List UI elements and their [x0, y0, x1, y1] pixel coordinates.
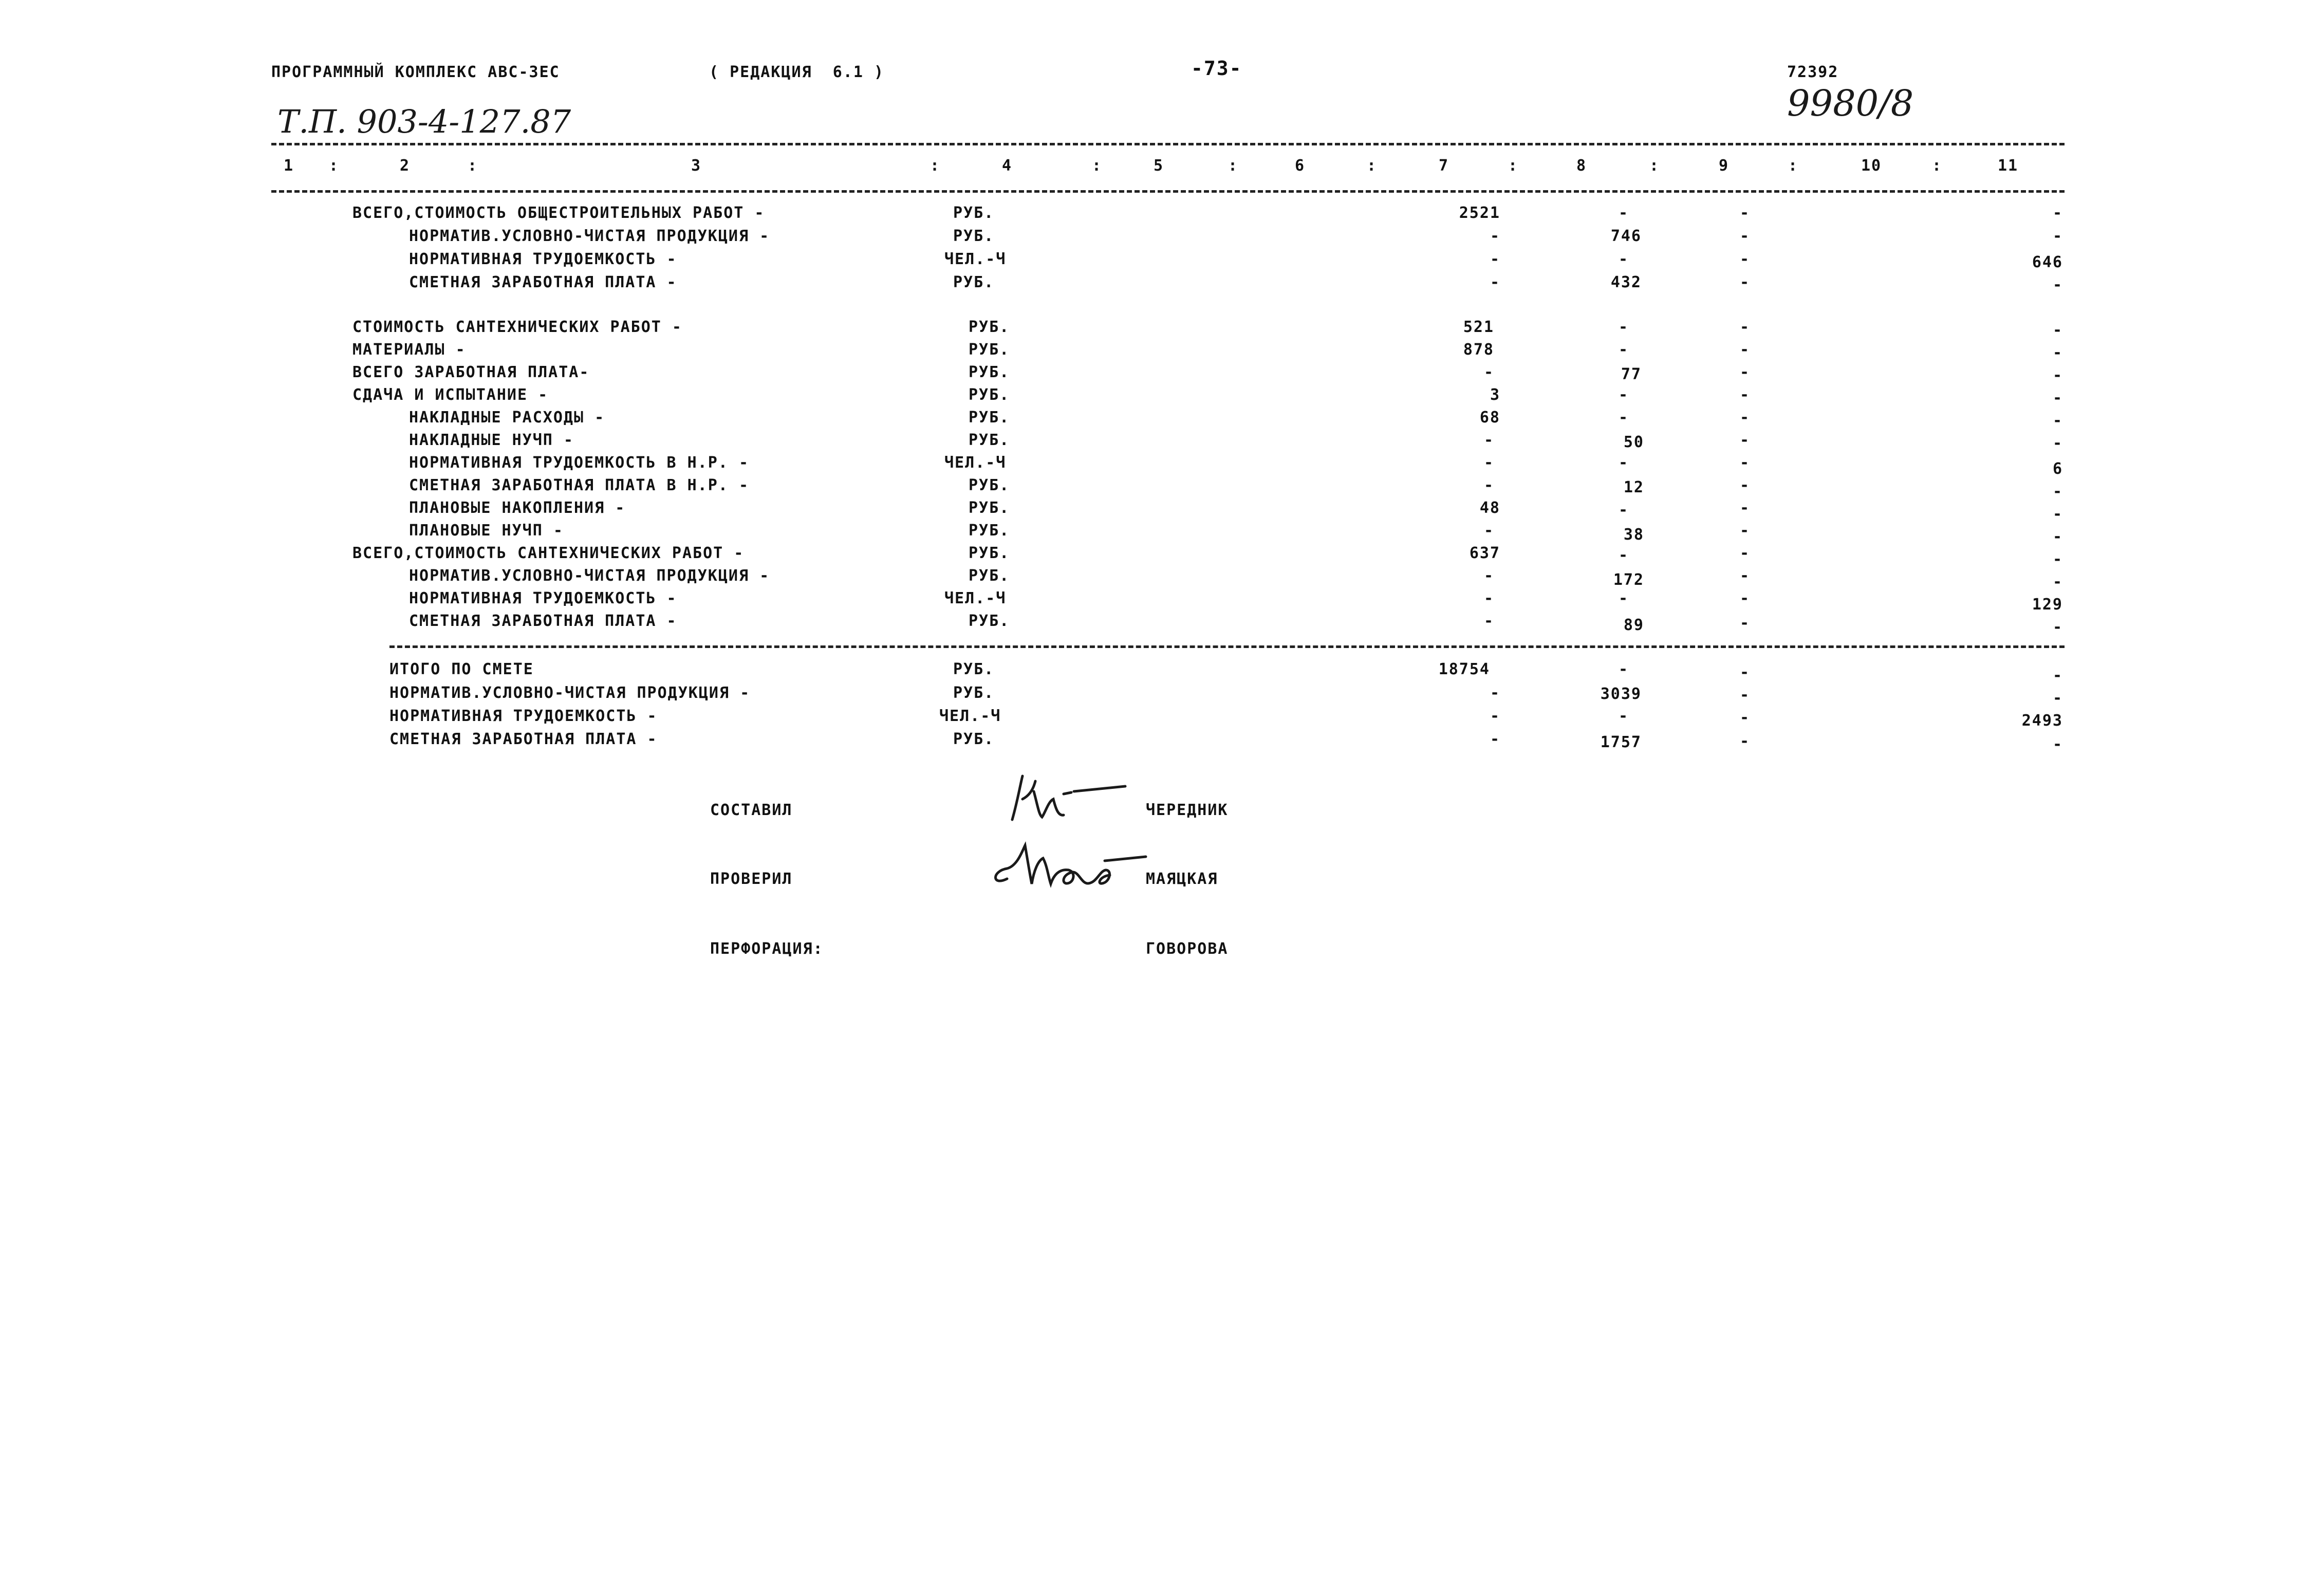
row-label: СМЕТНАЯ ЗАРАБОТНАЯ ПЛАТА - — [409, 612, 677, 630]
cell-col7: - — [1490, 684, 1500, 702]
cell-col7: - — [1483, 589, 1494, 607]
cell-col7: 68 — [1479, 409, 1500, 427]
row-label: СТОИМОСТЬ САНТЕХНИЧЕСКИХ РАБОТ - — [352, 318, 682, 336]
cell-col8: 50 — [1623, 433, 1644, 451]
cell-col9: - — [1740, 732, 1751, 750]
cell-col7: - — [1490, 730, 1500, 748]
cell-col7: 48 — [1479, 499, 1500, 517]
compiled-by-name: ЧЕРЕДНИК — [1146, 801, 1229, 819]
cell-col11: - — [2052, 528, 2063, 546]
row-label: СМЕТНАЯ ЗАРАБОТНАЯ ПЛАТА В Н.Р. - — [409, 476, 750, 494]
cell-col9: - — [1740, 544, 1751, 562]
cell-col11: - — [2052, 412, 2063, 430]
cell-col7: - — [1490, 273, 1500, 291]
cell-col7: - — [1483, 522, 1494, 540]
col-separator: : — [930, 157, 941, 175]
row-unit: РУБ. — [969, 386, 1010, 404]
cell-col7: 18754 — [1438, 660, 1490, 678]
col-header-1: 1 — [284, 157, 294, 175]
col-header-8: 8 — [1576, 157, 1587, 175]
cell-col9: - — [1740, 204, 1751, 222]
row-unit: РУБ. — [953, 204, 995, 222]
cell-col8: 77 — [1621, 365, 1642, 383]
col-header-10: 10 — [1861, 157, 1882, 175]
cell-col8: 38 — [1623, 526, 1644, 544]
row-unit: РУБ. — [969, 544, 1010, 562]
row-label: НОРМАТИВНАЯ ТРУДОЕМКОСТЬ - — [409, 589, 677, 607]
cell-col8: 89 — [1623, 616, 1644, 634]
row-label: НОРМАТИВНАЯ ТРУДОЕМКОСТЬ - — [409, 250, 677, 268]
cell-col7: - — [1483, 431, 1494, 449]
cell-col11: - — [2052, 550, 2063, 568]
cell-col9: - — [1740, 273, 1751, 291]
cell-col8: - — [1618, 660, 1629, 678]
cell-col9: - — [1740, 341, 1751, 359]
checked-by-signature — [987, 840, 1156, 897]
row-unit: РУБ. — [969, 567, 1010, 585]
cell-col9: - — [1740, 409, 1751, 427]
cell-col9: - — [1740, 476, 1751, 494]
cell-col8: - — [1618, 250, 1629, 268]
cell-col9: - — [1740, 386, 1751, 404]
cell-col11: - — [2052, 434, 2063, 452]
cell-col8: - — [1618, 707, 1629, 725]
cell-col8: - — [1618, 341, 1629, 359]
row-unit: РУБ. — [969, 431, 1010, 449]
row-unit: РУБ. — [969, 363, 1010, 381]
cell-col11: - — [2052, 227, 2063, 245]
row-unit: РУБ. — [953, 684, 995, 702]
cell-col11: - — [2052, 573, 2063, 591]
col-separator: : — [1228, 157, 1239, 175]
col-header-4: 4 — [1002, 157, 1013, 175]
cell-col7: - — [1483, 476, 1494, 494]
col-header-6: 6 — [1295, 157, 1306, 175]
cell-col7: 521 — [1463, 318, 1494, 336]
cell-col11: - — [2052, 204, 2063, 222]
cell-col11: - — [2052, 366, 2063, 384]
row-label: НАКЛАДНЫЕ РАСХОДЫ - — [409, 409, 605, 427]
cell-col8: 3039 — [1600, 685, 1642, 703]
cell-col11: - — [2052, 618, 2063, 636]
cell-col11: 129 — [2032, 596, 2063, 614]
col-header-9: 9 — [1719, 157, 1730, 175]
cell-col11: - — [2052, 344, 2063, 362]
col-separator: : — [1649, 157, 1660, 175]
row-label: СМЕТНАЯ ЗАРАБОТНАЯ ПЛАТА - — [409, 273, 677, 291]
row-unit: РУБ. — [969, 341, 1010, 359]
row-unit: РУБ. — [969, 318, 1010, 336]
cell-col7: - — [1490, 227, 1500, 245]
cell-col9: - — [1740, 567, 1751, 585]
cell-col9: - — [1740, 663, 1751, 681]
cell-col7: 637 — [1469, 544, 1500, 562]
cell-col8: 12 — [1623, 478, 1644, 496]
col-header-5: 5 — [1154, 157, 1164, 175]
cell-col7: 2521 — [1459, 204, 1500, 222]
cell-col7: - — [1483, 454, 1494, 472]
cell-col9: - — [1740, 363, 1751, 381]
cell-col7: - — [1483, 612, 1494, 630]
cell-col9: - — [1740, 499, 1751, 517]
header-rule-bottom — [271, 190, 2065, 193]
cell-col9: - — [1740, 431, 1751, 449]
cell-col11: - — [2052, 276, 2063, 294]
cell-col9: - — [1740, 250, 1751, 268]
col-separator: : — [1367, 157, 1378, 175]
row-label: СДАЧА И ИСПЫТАНИЕ - — [352, 386, 549, 404]
col-separator: : — [1788, 157, 1799, 175]
row-unit: ЧЕЛ.-Ч — [944, 250, 1007, 268]
row-unit: РУБ. — [953, 273, 995, 291]
cell-col9: - — [1740, 589, 1751, 607]
row-label: НАКЛАДНЫЕ НУЧП - — [409, 431, 574, 449]
checked-by-label: ПРОВЕРИЛ — [710, 870, 793, 888]
row-unit: РУБ. — [969, 476, 1010, 494]
cell-col8: - — [1618, 318, 1629, 336]
page-number: -73- — [1191, 57, 1242, 80]
col-separator: : — [468, 157, 478, 175]
compiled-by-signature — [1002, 771, 1136, 827]
col-header-2: 2 — [400, 157, 411, 175]
row-label: НОРМАТИВНАЯ ТРУДОЕМКОСТЬ - — [389, 707, 658, 725]
cell-col8: - — [1618, 204, 1629, 222]
row-unit: РУБ. — [969, 522, 1010, 540]
cell-col9: - — [1740, 614, 1751, 632]
cell-col11: - — [2052, 667, 2063, 685]
col-separator: : — [1092, 157, 1103, 175]
row-unit: ЧЕЛ.-Ч — [944, 454, 1007, 472]
col-header-3: 3 — [691, 157, 702, 175]
cell-col11: - — [2052, 483, 2063, 501]
total-rule — [389, 645, 2065, 648]
col-separator: : — [329, 157, 340, 175]
cell-col11: - — [2052, 389, 2063, 407]
cell-col11: 2493 — [2021, 712, 2063, 730]
row-label: ВСЕГО,СТОИМОСТЬ ОБЩЕСТРОИТЕЛЬНЫХ РАБОТ - — [352, 204, 765, 222]
row-label: ВСЕГО,СТОИМОСТЬ САНТЕХНИЧЕСКИХ РАБОТ - — [352, 544, 745, 562]
cell-col7: - — [1490, 250, 1500, 268]
row-unit: РУБ. — [953, 227, 995, 245]
row-unit: РУБ. — [969, 499, 1010, 517]
cell-col9: - — [1740, 522, 1751, 540]
cell-col11: - — [2052, 321, 2063, 339]
checked-by-name: МАЯЦКАЯ — [1146, 870, 1218, 888]
cell-col9: - — [1740, 227, 1751, 245]
header-rule-top — [271, 143, 2065, 145]
row-label: ИТОГО ПО СМЕТЕ — [389, 660, 534, 678]
cell-col8: - — [1618, 501, 1629, 519]
cell-col11: - — [2052, 689, 2063, 707]
col-header-11: 11 — [1998, 157, 2019, 175]
cell-col8: - — [1618, 454, 1629, 472]
cell-col11: - — [2052, 735, 2063, 753]
row-unit: РУБ. — [969, 612, 1010, 630]
row-unit: РУБ. — [953, 660, 995, 678]
row-unit: ЧЕЛ.-Ч — [939, 707, 1001, 725]
cell-col8: - — [1618, 546, 1629, 564]
cell-col9: - — [1740, 686, 1751, 704]
cell-col8: 1757 — [1600, 733, 1642, 751]
cell-col7: - — [1483, 567, 1494, 585]
cell-col8: - — [1618, 589, 1629, 607]
cell-col7: 878 — [1463, 341, 1494, 359]
perforation-label: ПЕРФОРАЦИЯ: — [710, 940, 824, 958]
col-header-7: 7 — [1439, 157, 1449, 175]
row-label: ВСЕГО ЗАРАБОТНАЯ ПЛАТА- — [352, 363, 590, 381]
row-label: НОРМАТИВНАЯ ТРУДОЕМКОСТЬ В Н.Р. - — [409, 454, 750, 472]
row-unit: ЧЕЛ.-Ч — [944, 589, 1007, 607]
row-label: МАТЕРИАЛЫ - — [352, 341, 466, 359]
cell-col8: - — [1618, 409, 1629, 427]
edition: ( РЕДАКЦИЯ 6.1 ) — [709, 63, 885, 81]
cell-col9: - — [1740, 454, 1751, 472]
row-label: НОРМАТИВ.УСЛОВНО-ЧИСТАЯ ПРОДУКЦИЯ - — [409, 567, 770, 585]
cell-col7: 3 — [1490, 386, 1500, 404]
program-name: ПРОГРАММНЫЙ КОМПЛЕКС АВС-3ЕС — [271, 63, 560, 81]
cell-col8: 172 — [1613, 571, 1644, 589]
cell-col11: - — [2052, 505, 2063, 523]
row-label: ПЛАНОВЫЕ НУЧП - — [409, 522, 564, 540]
cell-col7: - — [1483, 363, 1494, 381]
row-label: СМЕТНАЯ ЗАРАБОТНАЯ ПЛАТА - — [389, 730, 658, 748]
row-label: ПЛАНОВЫЕ НАКОПЛЕНИЯ - — [409, 499, 626, 517]
cell-col11: 6 — [2052, 460, 2063, 478]
inventory-number: 9980/8 — [1787, 82, 1914, 124]
project-reference: Т.П. 903-4-127.87 — [277, 103, 571, 140]
row-unit: РУБ. — [953, 730, 995, 748]
row-label: НОРМАТИВ.УСЛОВНО-ЧИСТАЯ ПРОДУКЦИЯ - — [389, 684, 751, 702]
cell-col7: - — [1490, 707, 1500, 725]
cell-col8: - — [1618, 386, 1629, 404]
cell-col9: - — [1740, 709, 1751, 727]
col-separator: : — [1932, 157, 1943, 175]
compiled-by-label: СОСТАВИЛ — [710, 801, 793, 819]
row-unit: РУБ. — [969, 409, 1010, 427]
col-separator: : — [1508, 157, 1519, 175]
row-label: НОРМАТИВ.УСЛОВНО-ЧИСТАЯ ПРОДУКЦИЯ - — [409, 227, 770, 245]
cell-col8: 432 — [1610, 273, 1642, 291]
document-number: 72392 — [1787, 63, 1839, 81]
cell-col8: 746 — [1610, 227, 1642, 245]
cell-col9: - — [1740, 318, 1751, 336]
perforation-name: ГОВОРОВА — [1146, 940, 1229, 958]
cell-col11: 646 — [2032, 253, 2063, 271]
